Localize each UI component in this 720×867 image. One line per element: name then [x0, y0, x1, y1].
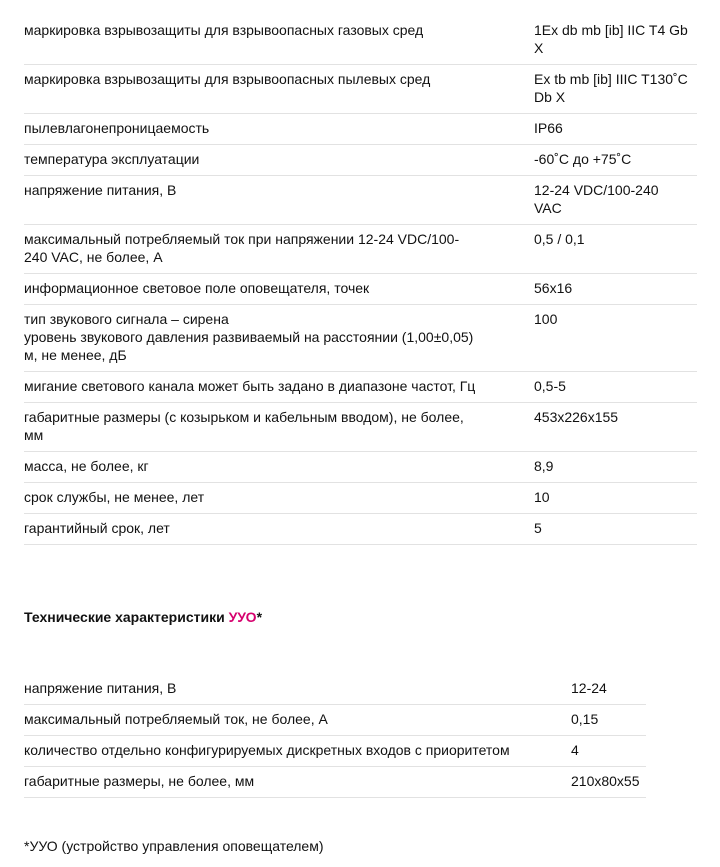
spec-label: пылевлагонепроницаемость [24, 120, 210, 136]
spec-label: напряжение питания, В [24, 182, 177, 198]
spec-value: 0,15 [571, 711, 599, 727]
spec-row-ingress-protection [24, 114, 697, 145]
spec-label: температура эксплуатации [24, 151, 200, 167]
spec-label: маркировка взрывозащиты для взрывоопасных газовых сред [24, 22, 424, 38]
uuo-row-discrete-inputs [24, 736, 646, 767]
spec-value: 0,5-5 [534, 378, 566, 394]
spec-label: информационное световое поле оповещателя, точек [24, 280, 370, 296]
uuo-heading-prefix: Технические характеристики [24, 609, 229, 625]
spec-label: максимальный потребляемый ток при напряжении 12-24 VDC/100- 240 VAC, не более, А [24, 231, 460, 265]
spec-label: гарантийный срок, лет [24, 520, 170, 536]
spec-row-gas-marking [24, 16, 697, 65]
spec-label: срок службы, не менее, лет [24, 489, 205, 505]
spec-value: 8,9 [534, 458, 554, 474]
spec-value: 0,5 / 0,1 [534, 231, 585, 247]
spec-label: тип звукового сигнала – сирена уровень звукового давления развиваемый на расстоянии (1,00±0,05) м, не менее, дБ [24, 311, 474, 363]
spec-value: 10 [534, 489, 550, 505]
spec-label: напряжение питания, В [24, 680, 177, 696]
spec-value: Ex tb mb [ib] IIIC T130˚C Db X [534, 71, 688, 105]
spec-label: максимальный потребляемый ток, не более, А [24, 711, 328, 727]
spec-label: габаритные размеры (с козырьком и кабельным вводом), не более, мм [24, 409, 464, 443]
spec-value: 100 [534, 311, 558, 327]
spec-row-service-life [24, 483, 697, 514]
uuo-row-supply-voltage [24, 674, 646, 705]
spec-value: 210х80х55 [571, 773, 640, 789]
spec-value: 4 [571, 742, 579, 758]
spec-row-blink-frequency [24, 372, 697, 403]
spec-label: количество отдельно конфигурируемых дискретных входов с приоритетом [24, 742, 510, 758]
spec-row-dust-marking [24, 65, 697, 114]
specifications-table [24, 16, 697, 545]
spec-label: маркировка взрывозащиты для взрывоопасных пылевых сред [24, 71, 431, 87]
spec-row-sound-level [24, 305, 697, 372]
spec-row-max-current [24, 225, 697, 274]
spec-value: IP66 [534, 120, 563, 136]
spec-row-supply-voltage [24, 176, 697, 225]
spec-label: габаритные размеры, не более, мм [24, 773, 255, 789]
spec-value: 1Ex db mb [ib] IIC T4 Gb X [534, 22, 688, 56]
spec-label: мигание светового канала может быть задано в диапазоне частот, Гц [24, 378, 476, 394]
spec-value: 56х16 [534, 280, 573, 296]
uuo-heading-suffix: * [256, 609, 263, 625]
uuo-row-dimensions [24, 767, 646, 798]
spec-value: 453х226х155 [534, 409, 619, 425]
spec-value: 5 [534, 520, 542, 536]
uuo-heading-accent: УУО [228, 609, 257, 625]
spec-row-light-field [24, 274, 697, 305]
spec-row-dimensions [24, 403, 697, 452]
spec-row-operating-temperature [24, 145, 697, 176]
spec-value: 12-24 [571, 680, 607, 696]
spec-row-warranty [24, 514, 697, 545]
uuo-specifications-table [24, 674, 646, 798]
spec-value: -60˚С до +75˚С [534, 151, 632, 167]
uuo-row-max-current [24, 705, 646, 736]
spec-label: масса, не более, кг [24, 458, 149, 474]
spec-row-mass [24, 452, 697, 483]
spec-value: 12-24 VDC/100-240 VAC [534, 182, 659, 216]
footnote: *УУО (устройство управления оповещателем) [24, 838, 324, 854]
uuo-section-heading [24, 608, 262, 626]
